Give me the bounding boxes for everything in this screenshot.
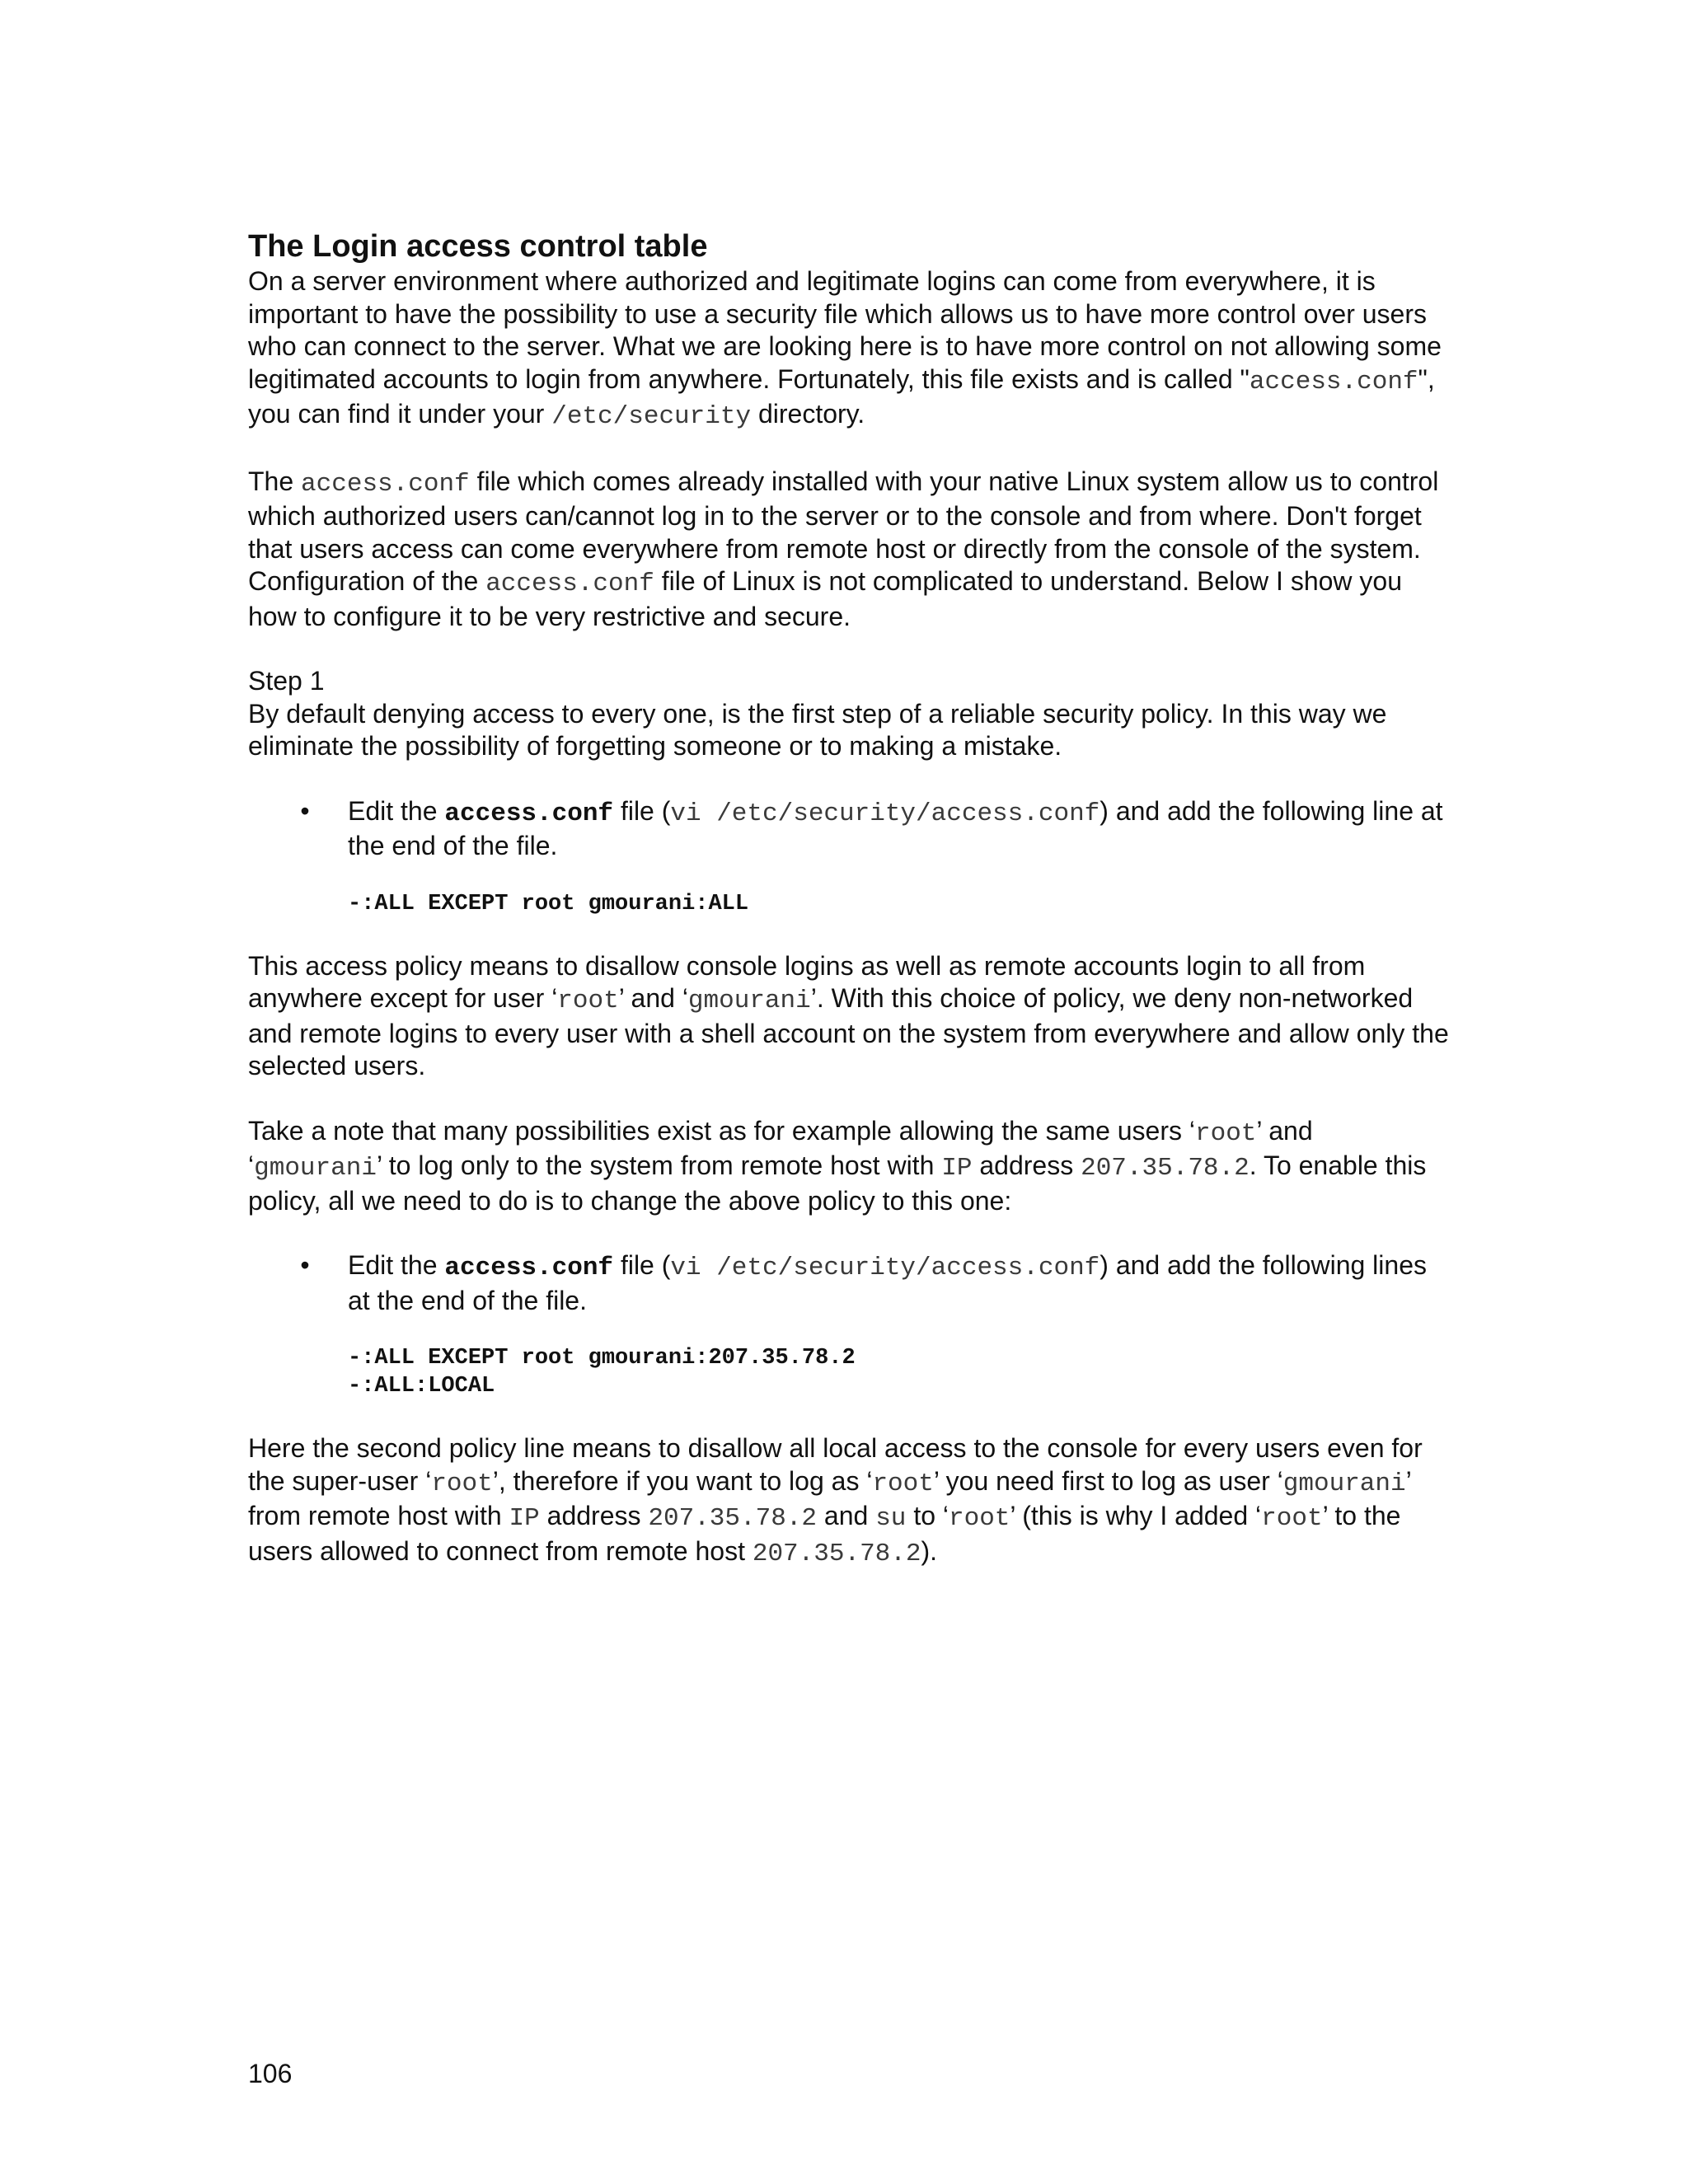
possibilities-paragraph xyxy=(248,1115,1451,1218)
step-description: By default denying access to every one, is the first step of a reliable security policy. In this way we eliminate the possibility of forgetting someone or to making a mistake. xyxy=(248,698,1387,761)
text-run: Here the second policy line means to disallow all local access to the console for every users even for the super-user ‘ xyxy=(248,1433,1423,1496)
page-number: 106 xyxy=(248,2059,293,2088)
text-run: ). xyxy=(921,1535,938,1566)
text-run: file ( xyxy=(613,1250,671,1280)
text-run: ’ to log only to the system from remote host with xyxy=(376,1151,942,1180)
text-run: This access policy means to disallow console logins as well as remote accounts login to all from anywhere except for user ‘ xyxy=(248,950,1366,1013)
inline-code: access.conf xyxy=(485,569,654,598)
text-run: file which comes already installed with your native Linux system allow us to control which authorized users can/cannot log in to the server or to the console and from where. Don't forget that users access can come everywhere from remote host or directly from the console of the system. Configuration of the xyxy=(248,466,1439,596)
text-run: ’. With this choice of policy, we deny non-networked and remote logins to every user with a shell account on the system from everywhere and allow only the selected users. xyxy=(248,983,1449,1080)
bullet-icon: • xyxy=(300,795,310,826)
text-run: directory. xyxy=(751,399,865,429)
second-policy-paragraph xyxy=(248,1432,1451,1570)
inline-code: root xyxy=(1195,1118,1257,1148)
text-run: ’ from remote host with xyxy=(248,1465,1411,1530)
code-line: -:ALL:LOCAL xyxy=(348,1374,495,1399)
text-run: file of Linux is not complicated to understand. Below I show you how to configure it to be very restrictive and secure. xyxy=(248,566,1402,631)
text-run: ’ (this is why I added ‘ xyxy=(1010,1501,1262,1530)
inline-code: IP xyxy=(509,1504,540,1533)
text-run: ’ to the users allowed to connect from remote host xyxy=(248,1501,1401,1566)
inline-code: 207.35.78.2 xyxy=(1081,1154,1250,1183)
list-item xyxy=(248,795,1451,863)
inline-code: vi /etc/security/access.conf xyxy=(670,799,1100,828)
text-run: ’ and ‘ xyxy=(248,1115,1313,1180)
page-content xyxy=(248,227,1451,1570)
code-line: -:ALL EXCEPT root gmourani:207.35.78.2 xyxy=(348,1346,856,1371)
inline-code: 207.35.78.2 xyxy=(752,1539,921,1568)
section-heading: The Login access control table xyxy=(248,229,708,264)
inline-code-bold: access.conf xyxy=(444,799,614,828)
text-run: address xyxy=(539,1501,649,1530)
policy-explanation-paragraph xyxy=(248,950,1451,1083)
inline-code-bold: access.conf xyxy=(444,1254,614,1282)
inline-code: root xyxy=(557,987,619,1015)
bullet-icon: • xyxy=(300,1250,310,1280)
text-run: Edit the xyxy=(348,1250,445,1280)
step-label: Step 1 xyxy=(248,666,325,696)
inline-code: access.conf xyxy=(301,469,470,499)
code-block xyxy=(348,890,1451,918)
list-item xyxy=(248,1249,1451,1317)
text-run: Edit the xyxy=(348,795,445,826)
text-run: ", you can find it under your xyxy=(248,363,1435,429)
text-run: and xyxy=(817,1501,876,1530)
inline-code: IP xyxy=(941,1154,973,1183)
code-line: -:ALL EXCEPT root gmourani:ALL xyxy=(348,891,749,916)
inline-code: gmourani xyxy=(1282,1469,1406,1498)
intro-paragraph xyxy=(248,265,1451,434)
inline-code: /etc/security xyxy=(551,402,752,431)
text-run: ’ and ‘ xyxy=(618,983,688,1013)
bullet-list xyxy=(248,795,1451,863)
text-run: On a server environment where authorized and legitimate logins can come from everywhere, it is important to have the possibility to use a security file which allows us to have more control over users who can connect to the server. What we are looking here is to have more control on not allowing some legitimated accounts to login from anywhere. Fortunately, this file exists and is called " xyxy=(248,266,1442,394)
text-run: ) and add the following lines at the end of the file. xyxy=(348,1250,1427,1315)
code-block xyxy=(348,1344,1451,1400)
inline-code: root xyxy=(949,1504,1010,1533)
inline-code: access.conf xyxy=(1249,367,1418,396)
inline-code: root xyxy=(1261,1504,1323,1533)
inline-code: 207.35.78.2 xyxy=(648,1504,818,1533)
inline-code: su xyxy=(875,1504,907,1533)
text-run: to ‘ xyxy=(906,1501,949,1530)
text-run: address xyxy=(972,1151,1081,1180)
text-run: file ( xyxy=(613,795,671,826)
access-conf-paragraph xyxy=(248,466,1451,634)
bullet-list xyxy=(248,1249,1451,1317)
text-run: ) and add the following line at the end of the file. xyxy=(348,795,1443,860)
inline-code: gmourani xyxy=(687,987,811,1015)
text-run: The xyxy=(248,466,302,496)
text-run: ’ you need first to log as user ‘ xyxy=(933,1465,1283,1496)
text-run: . To enable this policy, all we need to do is to change the above policy to this one: xyxy=(248,1151,1427,1216)
text-run: ’, therefore if you want to log as ‘ xyxy=(492,1465,873,1496)
inline-code: root xyxy=(431,1469,493,1498)
inline-code: vi /etc/security/access.conf xyxy=(670,1254,1100,1282)
text-run: Take a note that many possibilities exist as for example allowing the same users ‘ xyxy=(248,1115,1195,1146)
inline-code: root xyxy=(872,1469,934,1498)
inline-code: gmourani xyxy=(254,1154,377,1183)
